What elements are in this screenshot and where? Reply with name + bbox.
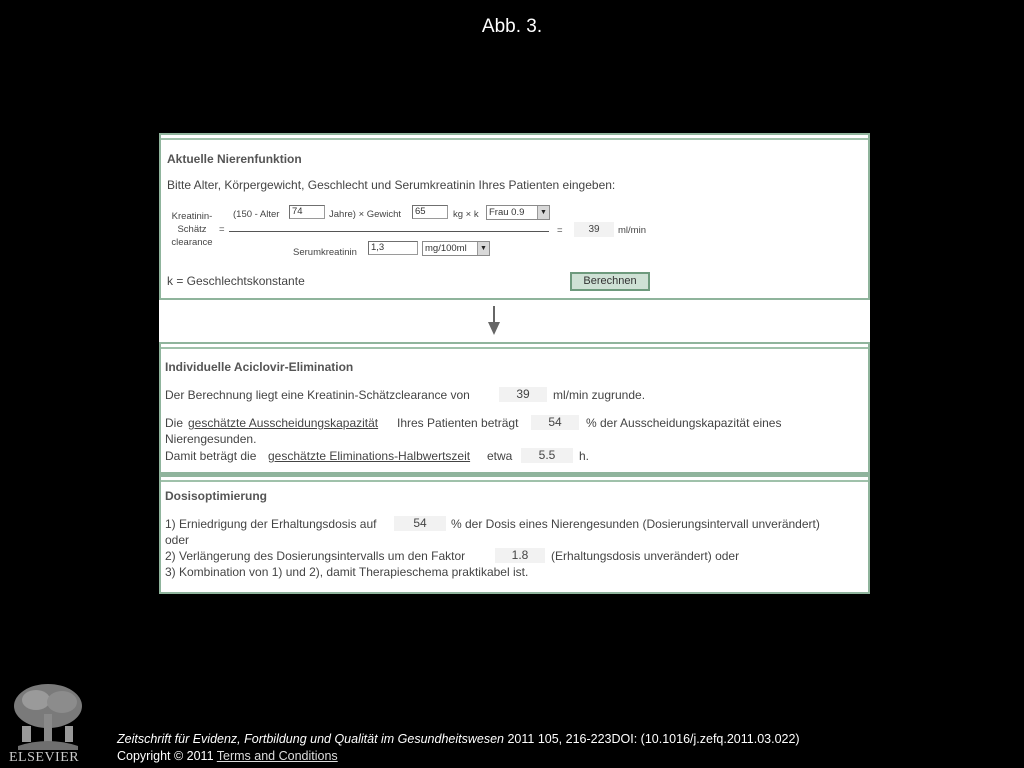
clearance-label-line1: Kreatinin-: [171, 211, 213, 222]
result-equals: =: [557, 225, 563, 236]
dose-percent-value: 54: [394, 516, 446, 531]
elim-line3-post: h.: [579, 449, 590, 463]
dosis-or: oder: [165, 533, 190, 547]
panel-heading: Dosisoptimierung: [165, 489, 268, 503]
instruction-text: Bitte Alter, Körpergewicht, Geschlecht und Serumkreatinin Ihres Patienten eingeben:: [167, 178, 616, 192]
dosis-item1-pre: 1) Erniedrigung der Erhaltungsdosis auf: [165, 517, 377, 531]
panel-heading: Aktuelle Nierenfunktion: [167, 152, 302, 166]
elim-line3-mid: etwa: [487, 449, 513, 463]
dosis-item3: 3) Kombination von 1) und 2), damit Therapieschema praktikabel ist.: [165, 565, 529, 579]
elim-line2-post: % der Ausscheidungskapazität eines: [586, 416, 782, 430]
elim-clearance-value: 39: [499, 387, 547, 402]
clearance-result: 39: [574, 222, 614, 237]
formula-open: (150 - Alter: [233, 209, 280, 220]
formula-mid: Jahre) × Gewicht: [329, 209, 402, 220]
chevron-down-icon: ▼: [537, 206, 549, 219]
elim-line2-cont: Nierengesunden.: [165, 432, 257, 446]
chevron-down-icon: ▼: [477, 242, 489, 255]
dosis-item2-pre: 2) Verlängerung des Dosierungsintervalls um den Faktor: [165, 549, 466, 563]
arrow-down-icon: [486, 306, 502, 336]
serum-input[interactable]: 1,3: [368, 241, 418, 255]
citation-footer: [117, 731, 800, 765]
dosis-item2-post: (Erhaltungsdosis unverändert) oder: [551, 549, 740, 563]
figure-screenshot: [159, 133, 870, 594]
calculate-button[interactable]: Berechnen: [570, 272, 650, 291]
fraction-line: [229, 231, 549, 232]
elim-line2-pre: Die: [165, 416, 184, 430]
unit-select[interactable]: [422, 241, 490, 256]
serum-label: Serumkreatinin: [293, 247, 357, 258]
elim-line2-mid: Ihres Patienten beträgt: [397, 416, 519, 430]
copyright-text: Copyright © 2011: [117, 749, 217, 763]
age-input[interactable]: 74: [289, 205, 325, 219]
terms-link[interactable]: Terms and Conditions: [216, 749, 338, 763]
weight-input[interactable]: 65: [412, 205, 448, 219]
halflife-value: 5.5: [521, 448, 573, 463]
clearance-label-line2: Schätz: [177, 224, 207, 235]
panel-elimination: [159, 342, 870, 474]
panel-dosisoptimierung: [159, 474, 870, 594]
result-unit: ml/min: [618, 225, 646, 236]
sex-constant-value: Frau 0.9: [489, 207, 525, 218]
publisher-wordmark: ELSEVIER: [9, 750, 80, 765]
elim-line3-pre: Damit beträgt die: [165, 449, 257, 463]
clearance-label-line3: clearance: [171, 237, 213, 248]
capacity-value: 54: [531, 415, 579, 430]
dosis-item1-post: % der Dosis eines Nierengesunden (Dosierungsintervall unverändert): [451, 517, 820, 531]
elim-line1-pre: Der Berechnung liegt eine Kreatinin-Schätzclearance von: [165, 388, 470, 402]
sex-constant-select[interactable]: [486, 205, 550, 220]
capacity-link[interactable]: geschätzte Ausscheidungskapazität: [188, 416, 379, 430]
journal-name: Zeitschrift für Evidenz, Fortbildung und Qualität im Gesundheitswesen: [117, 732, 504, 746]
panel-heading: Individuelle Aciclovir-Elimination: [165, 360, 354, 374]
elim-line1-post: ml/min zugrunde.: [553, 388, 646, 402]
equals-sign: =: [219, 224, 225, 235]
formula-unit: kg × k: [453, 209, 479, 220]
halflife-link[interactable]: geschätzte Eliminations-Halbwertszeit: [268, 449, 471, 463]
slide-title: Abb. 3.: [481, 16, 543, 37]
interval-factor-value: 1.8: [495, 548, 545, 563]
k-note: k = Geschlechtskonstante: [167, 274, 305, 288]
citation-details: 2011 105, 216-223DOI: (10.1016/j.zefq.2011.03.022): [504, 732, 800, 746]
unit-value: mg/100ml: [425, 243, 467, 254]
panel-nierenfunktion: [159, 133, 870, 300]
